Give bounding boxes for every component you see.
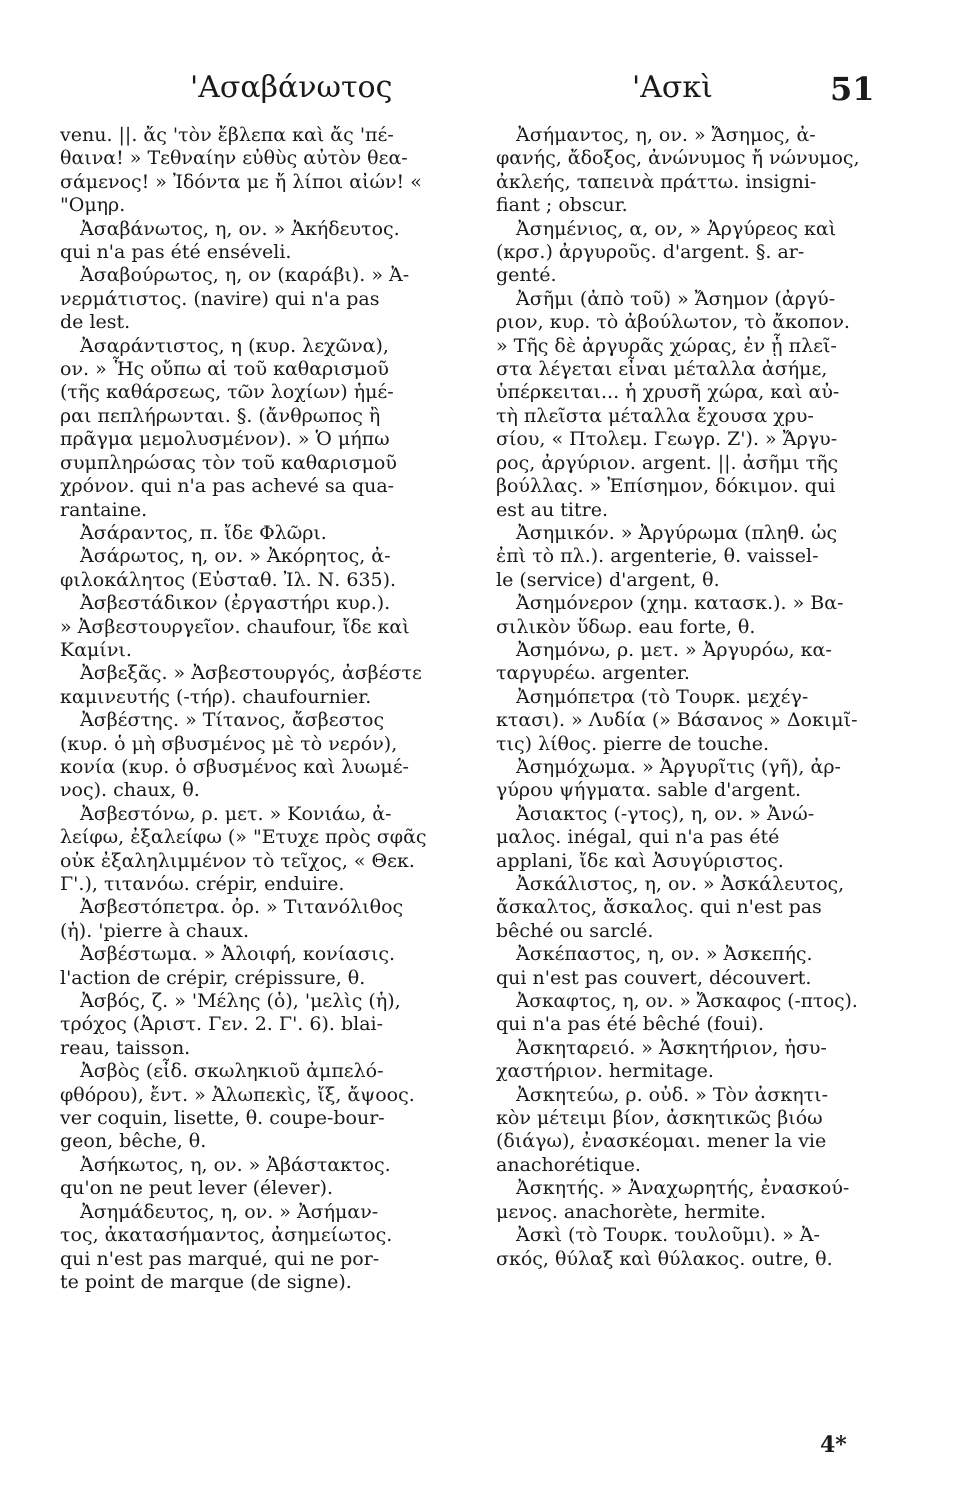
text-line: πρᾶγμα μεμολυσμένον). » Ὁ μήπω <box>60 428 390 451</box>
text-line: ἀκλεής, ταπεινὰ πράττω. insigni- <box>496 170 817 193</box>
text-line: καμινευτής (-τήρ). chaufournier. <box>60 685 372 708</box>
text-line: Ἀσβεστάδικον (ἐργαστήρι κυρ.). <box>80 592 391 615</box>
text-line: τις) λίθος. pierre de touche. <box>496 732 769 755</box>
text-line: Ἀσήκωτος, η, ον. » Ἀβάστακτος. <box>80 1153 391 1176</box>
text-line: φθόρου), ἔντ. » Ἀλωπεκὶς, ἴξ, ἄψοος. <box>60 1083 415 1106</box>
text-line: ἄσκαλτος, ἄσκαλος. qui n'est pas <box>496 896 822 919</box>
text-line: φανής, ἄδοξος, ἀνώνυμος ἤ νώνυμος, <box>496 147 860 170</box>
text-line: applani, ἴδε καὶ Ἀσυγύριστος. <box>496 849 784 872</box>
text-line: οὐκ ἐξαληλιμμένον τὸ τεῖχος, « Θεκ. <box>60 849 415 872</box>
text-line: Ἀσκαφτος, η, ον. » Ἄσκαφος (-πτος). <box>516 991 858 1013</box>
text-line: βούλλας. » Ἐπίσημον, δόκιμον. qui <box>496 475 836 498</box>
text-line: Ἀσάραντος, π. ἴδε Φλῶρι. <box>80 521 327 544</box>
text-line: τὴ πλεῖστα μέταλλα ἔχουσα χρυ- <box>496 404 814 427</box>
text-line: anachorétique. <box>496 1153 641 1176</box>
text-line: Ἀσβέστης. » Τίτανος, ἄσβεστος <box>80 709 385 732</box>
text-line: σκός, θύλαξ καὶ θύλακος. outre, θ. <box>496 1247 833 1270</box>
text-line: Ἀσημόνερον (χημ. κατασκ.). » Βα- <box>516 592 844 615</box>
text-line: qui n'est pas couvert, découvert. <box>496 966 812 989</box>
text-line: (τῆς καθάρσεως, τῶν λοχίων) ἡμέ- <box>60 381 394 404</box>
text-line: Ἀσαράντιστος, η (κυρ. λεχῶνα), <box>80 334 389 357</box>
text-line: Καμίνι. <box>60 638 132 661</box>
text-line: (διάγω), ἐνασκέομαι. mener la vie <box>496 1130 827 1153</box>
text-line: geon, bêche, θ. <box>60 1130 207 1153</box>
text-line: θαινα! » Τεθναίην εὐθὺς αὐτὸν θεα- <box>60 147 408 170</box>
text-line: rantaine. <box>60 498 148 521</box>
text-line: Ἀσκέπαστος, η, ον. » Ἀσκεπής. <box>516 943 813 966</box>
text-line: qu'on ne peut lever (élever). <box>60 1177 334 1200</box>
text-line: κτασι). » Λυδία (» Βάσανος » Δοκιμῖ- <box>496 709 858 732</box>
text-line: qui n'a pas été bêché (foui). <box>496 1013 765 1036</box>
text-line: σάμενος! » Ἰδόντα με ἤ λίποι αἰών! « <box>60 170 422 193</box>
text-line: Ἀσῆμι (ἀπὸ τοῦ) » Ἄσημον (ἀργύ- <box>516 287 836 310</box>
text-line: Ἀσκάλιστος, η, ον. » Ἀσκάλευτος, <box>516 873 845 895</box>
text-line: Ἀσκηταρειό. » Ἀσκητήριον, ἡσυ- <box>516 1036 827 1059</box>
text-line: Ἀσβεξᾶς. » Ἀσβεστουργός, ἀσβέστε <box>80 662 422 685</box>
text-line: σίου, « Πτολεμ. Γεωγρ. Ζ'). » Ἄργυ- <box>496 428 838 451</box>
page-number: 51 <box>830 70 875 108</box>
text-line: Ἀσβεστόνω, ρ. μετ. » Κονιάω, ἀ- <box>80 802 392 825</box>
right-headword: 'Ασκὶ <box>632 70 713 105</box>
text-line: bêché ou sarclé. <box>496 919 654 942</box>
text-line: te point de marque (de signe). <box>60 1270 352 1293</box>
text-line: συμπληρώσας τὸν τοῦ καθαρισμοῦ <box>60 451 397 474</box>
text-line: τρόχος (Ἀριστ. Γεν. 2. Γ'. 6). blai- <box>60 1013 384 1036</box>
signature-mark: 4* <box>820 1432 847 1458</box>
running-header <box>0 70 970 114</box>
text-line: μενος. anachorète, hermite. <box>496 1200 766 1223</box>
text-line: (κυρ. ὁ μὴ σβυσμένος μὲ τὸ νερόν), <box>60 732 398 755</box>
text-line: "Ομηρ. <box>60 194 126 217</box>
text-line: Ἀσημόνω, ρ. μετ. » Ἀργυρόω, κα- <box>516 638 832 661</box>
text-line: Ἀσκητεύω, ρ. οὐδ. » Τὸν ἀσκητι- <box>516 1083 828 1106</box>
text-line: Γ'.), τιτανόω. crépir, enduire. <box>60 873 345 895</box>
text-line: Ἀσημικόν. » Ἀργύρωμα (πληθ. ὡς <box>516 521 838 544</box>
text-line: σιλικὸν ὕδωρ. eau forte, θ. <box>496 615 756 638</box>
text-line: Ἀσκητής. » Ἀναχωρητής, ἐνασκού- <box>516 1177 850 1200</box>
text-line: νος). chaux, θ. <box>60 779 200 802</box>
text-line: Ἀσιακτος (-γτος), η, ον. » Ἀνώ- <box>516 802 815 825</box>
text-line: genté. <box>496 264 557 287</box>
text-line: Ἀσβέστωμα. » Ἀλοιφή, κονίασις. <box>80 943 396 966</box>
text-line: (κρσ.) ἀργυροῦς. d'argent. §. ar- <box>496 241 805 264</box>
text-line: μαλος. inégal, qui n'a pas été <box>496 826 780 849</box>
left-headword: 'Ασαβάνωτος <box>190 70 393 105</box>
text-line: le (service) d'argent, θ. <box>496 568 720 591</box>
text-line: Ἀσκὶ (τὸ Τουρκ. τουλοῦμι). » Ἀ- <box>516 1224 820 1247</box>
left-column <box>60 124 462 1424</box>
text-line: Ἀσβεστόπετρα. ὀρ. » Τιτανόλιθος <box>80 896 404 919</box>
text-line: ver coquin, lisette, θ. coupe-bour- <box>60 1107 385 1130</box>
text-line: de lest. <box>60 311 131 334</box>
text-line: Ἀσαβούρωτος, η, ον (καράβι). » Ἀ- <box>80 264 410 287</box>
text-line: (ἡ). 'pierre à chaux. <box>60 919 250 942</box>
text-line: στα λέγεται εἶναι μέταλλα ἀσήμε, <box>496 358 828 381</box>
text-line: Ἀσαβάνωτος, η, ον. » Ἀκήδευτος. <box>80 217 400 240</box>
text-line: χαστήριον. hermitage. <box>496 1060 714 1083</box>
text-line: » Τῆς δὲ ἀργυρᾶς χώρας, ἐν ᾗ πλεῖ- <box>496 334 837 357</box>
text-line: Ἀσημόπετρα (τὸ Τουρκ. μεχέγ- <box>516 685 809 708</box>
text-line: l'action de crépir, crépissure, θ. <box>60 966 366 989</box>
text-line: ριον, κυρ. τὸ ἀβούλωτον, τὸ ἄκοπον. <box>496 311 850 334</box>
text-line: τος, ἀκατασήμαντος, ἀσημείωτος. <box>60 1224 393 1247</box>
text-line: Ἀσήμαντος, η, ον. » Ἄσημος, ἀ- <box>516 124 816 146</box>
text-line: qui n'est pas marqué, qui ne por- <box>60 1247 380 1270</box>
text-line: fiant ; obscur. <box>496 194 628 217</box>
right-column <box>496 124 866 1424</box>
text-line: est au titre. <box>496 498 608 521</box>
text-line: qui n'a pas été enséveli. <box>60 241 292 264</box>
text-line: Ἀσβὸς (εἶδ. σκωληκιοῦ ἀμπελό- <box>80 1060 384 1083</box>
text-line: κονία (κυρ. ὁ σβυσμένος καὶ λυωμέ- <box>60 755 409 778</box>
text-line: Ἀσημόχωμα. » Ἀργυρῖτις (γῆ), ἀρ- <box>516 755 841 778</box>
text-line: ον. » Ἧς οὔπω αἱ τοῦ καθαρισμοῦ <box>60 358 389 381</box>
text-line: venu. ||. ἄς 'τὸν ἔβλεπα καὶ ἄς 'πέ- <box>60 124 394 146</box>
text-line: Ἀσημένιος, α, ον, » Ἀργύρεος καὶ <box>516 217 837 240</box>
text-line: » Ἀσβεστουργεῖον. chaufour, ἴδε καὶ <box>60 615 410 638</box>
text-line: κὸν μέτειμι βίον, ἀσκητικῶς βιόω <box>496 1107 823 1130</box>
text-line: ραι πεπλήρωνται. §. (ἄνθρωπος ἢ <box>60 404 381 427</box>
text-line: ταργυρέω. argenter. <box>496 662 690 685</box>
text-line: χρόνον. qui n'a pas achevé sa qua- <box>60 475 395 498</box>
text-line: ἐπὶ τὸ πλ.). argenterie, θ. vaissel- <box>496 545 819 568</box>
text-line: Ἀσάρωτος, η, ον. » Ἀκόρητος, ἀ- <box>80 545 391 568</box>
text-line: Ἀσβός, ζ. » 'Μέλης (ὁ), 'μελὶς (ἡ), <box>80 990 401 1013</box>
text-line: λείφω, ἐξαλείφω (» "Ετυχε πρὸς σφᾶς <box>60 826 427 849</box>
text-line: ρος, ἀργύριον. argent. ||. ἀσῆμι τῆς <box>496 451 839 474</box>
text-line: ὑπέρκειται... ἡ χρυσῆ χώρα, καὶ αὐ- <box>496 381 840 404</box>
text-line: Ἀσημάδευτος, η, ον. » Ἀσήμαν- <box>80 1200 379 1223</box>
text-line: reau, taisson. <box>60 1036 191 1059</box>
text-line: φιλοκάλητος (Εὐσταθ. Ἰλ. Ν. 635). <box>60 568 397 591</box>
text-line: γύρου ψήγματα. sable d'argent. <box>496 779 802 802</box>
text-line: νερμάτιστος. (navire) qui n'a pas <box>60 287 380 310</box>
